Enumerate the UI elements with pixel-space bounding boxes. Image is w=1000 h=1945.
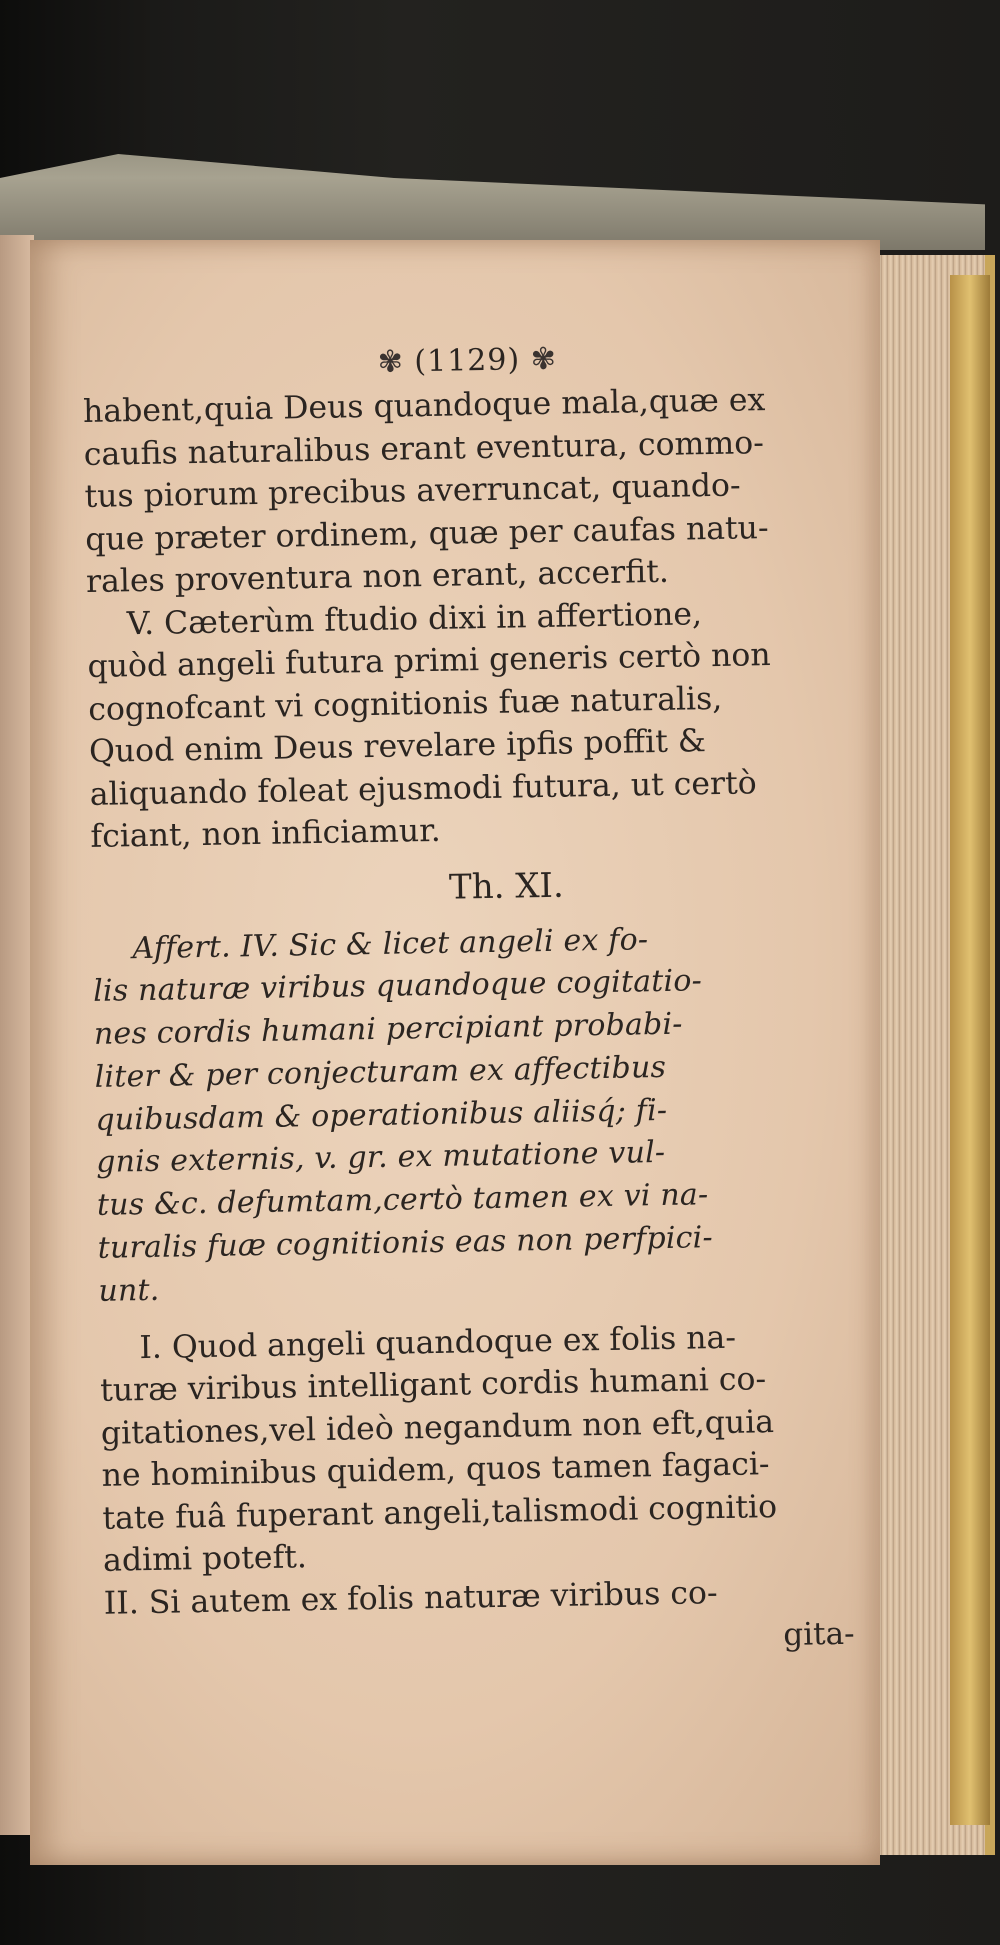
assertion-block [92,915,869,1314]
left-page-edge [0,235,34,1835]
italic-line: nes cordis humani percipiant probabi- [93,1006,683,1052]
text-line: I. Quod angeli quandoque ex folis na- [139,1319,737,1366]
ornament-right-icon: ✾ [530,341,558,378]
book-page [30,240,880,1865]
text-line: adimi poteft. [102,1539,308,1579]
text-line: V. Cæterùm ftudio dixi in affertione, [126,595,703,642]
italic-line: turalis fuæ cognitionis eas non perfpici- [97,1220,714,1266]
paragraph-2 [86,590,860,858]
text-line: habent,quia Deus quandoque mala,quæ ex [82,382,766,430]
text-line: ne hominibus quidem, quos tamen fagaci- [101,1446,770,1494]
text-line: aliquando foleat ejusmodi futura, ut certò [89,764,757,813]
text-line: quòd angeli futura primi generis certò non [87,637,771,685]
text-line: turæ viribus intelligant cordis humani co- [99,1361,767,1410]
text-line: Quod enim Deus revelare ipfis poffit & [88,723,707,770]
italic-line: gnis externis, v. gr. ex mutatione vul- [95,1135,666,1181]
italic-line: Affert. IV. Sic & licet angeli ex fo- [132,921,649,966]
section-heading: Th. XI. [448,865,565,908]
page-header [82,337,852,385]
page-text [82,337,875,1669]
text-line: cognofcant vi cognitionis fuæ naturalis, [87,680,723,728]
catchword: gita- [783,1615,855,1654]
text-line: fciant, non inficiamur. [90,812,442,855]
italic-line: lis naturæ viribus quandoque cogitatio- [92,963,703,1010]
text-line: que præter ordinem, quæ per caufas natu- [84,509,769,558]
text-line: gitationes,vel ideò negandum non eft,quia [100,1403,775,1452]
italic-line: tus &c. defumtam,certò tamen ex vi na- [96,1177,709,1224]
gilded-fore-edge [950,275,990,1825]
text-line: caufis naturalibus erant eventura, commo- [83,424,765,473]
text-line: tate fuâ fuperant angeli,talismodi cognitio [102,1488,778,1537]
paragraph-3 [99,1314,873,1582]
text-line: II. Si autem ex folis naturæ viribus co- [103,1574,718,1622]
ornament-left-icon: ✾ [377,344,405,380]
italic-line: liter & per conjecturam ex affectibus [94,1049,667,1095]
paragraph-1 [83,378,857,604]
text-line: tus piorum precibus averruncat, quando- [84,467,741,515]
italic-line: unt. [98,1272,160,1309]
italic-line: quibusdam & operationibus aliisq́; fi- [95,1092,668,1138]
text-line: rales proventura non erant, accerfit. [85,553,670,600]
page-number: (1129) [414,342,521,380]
